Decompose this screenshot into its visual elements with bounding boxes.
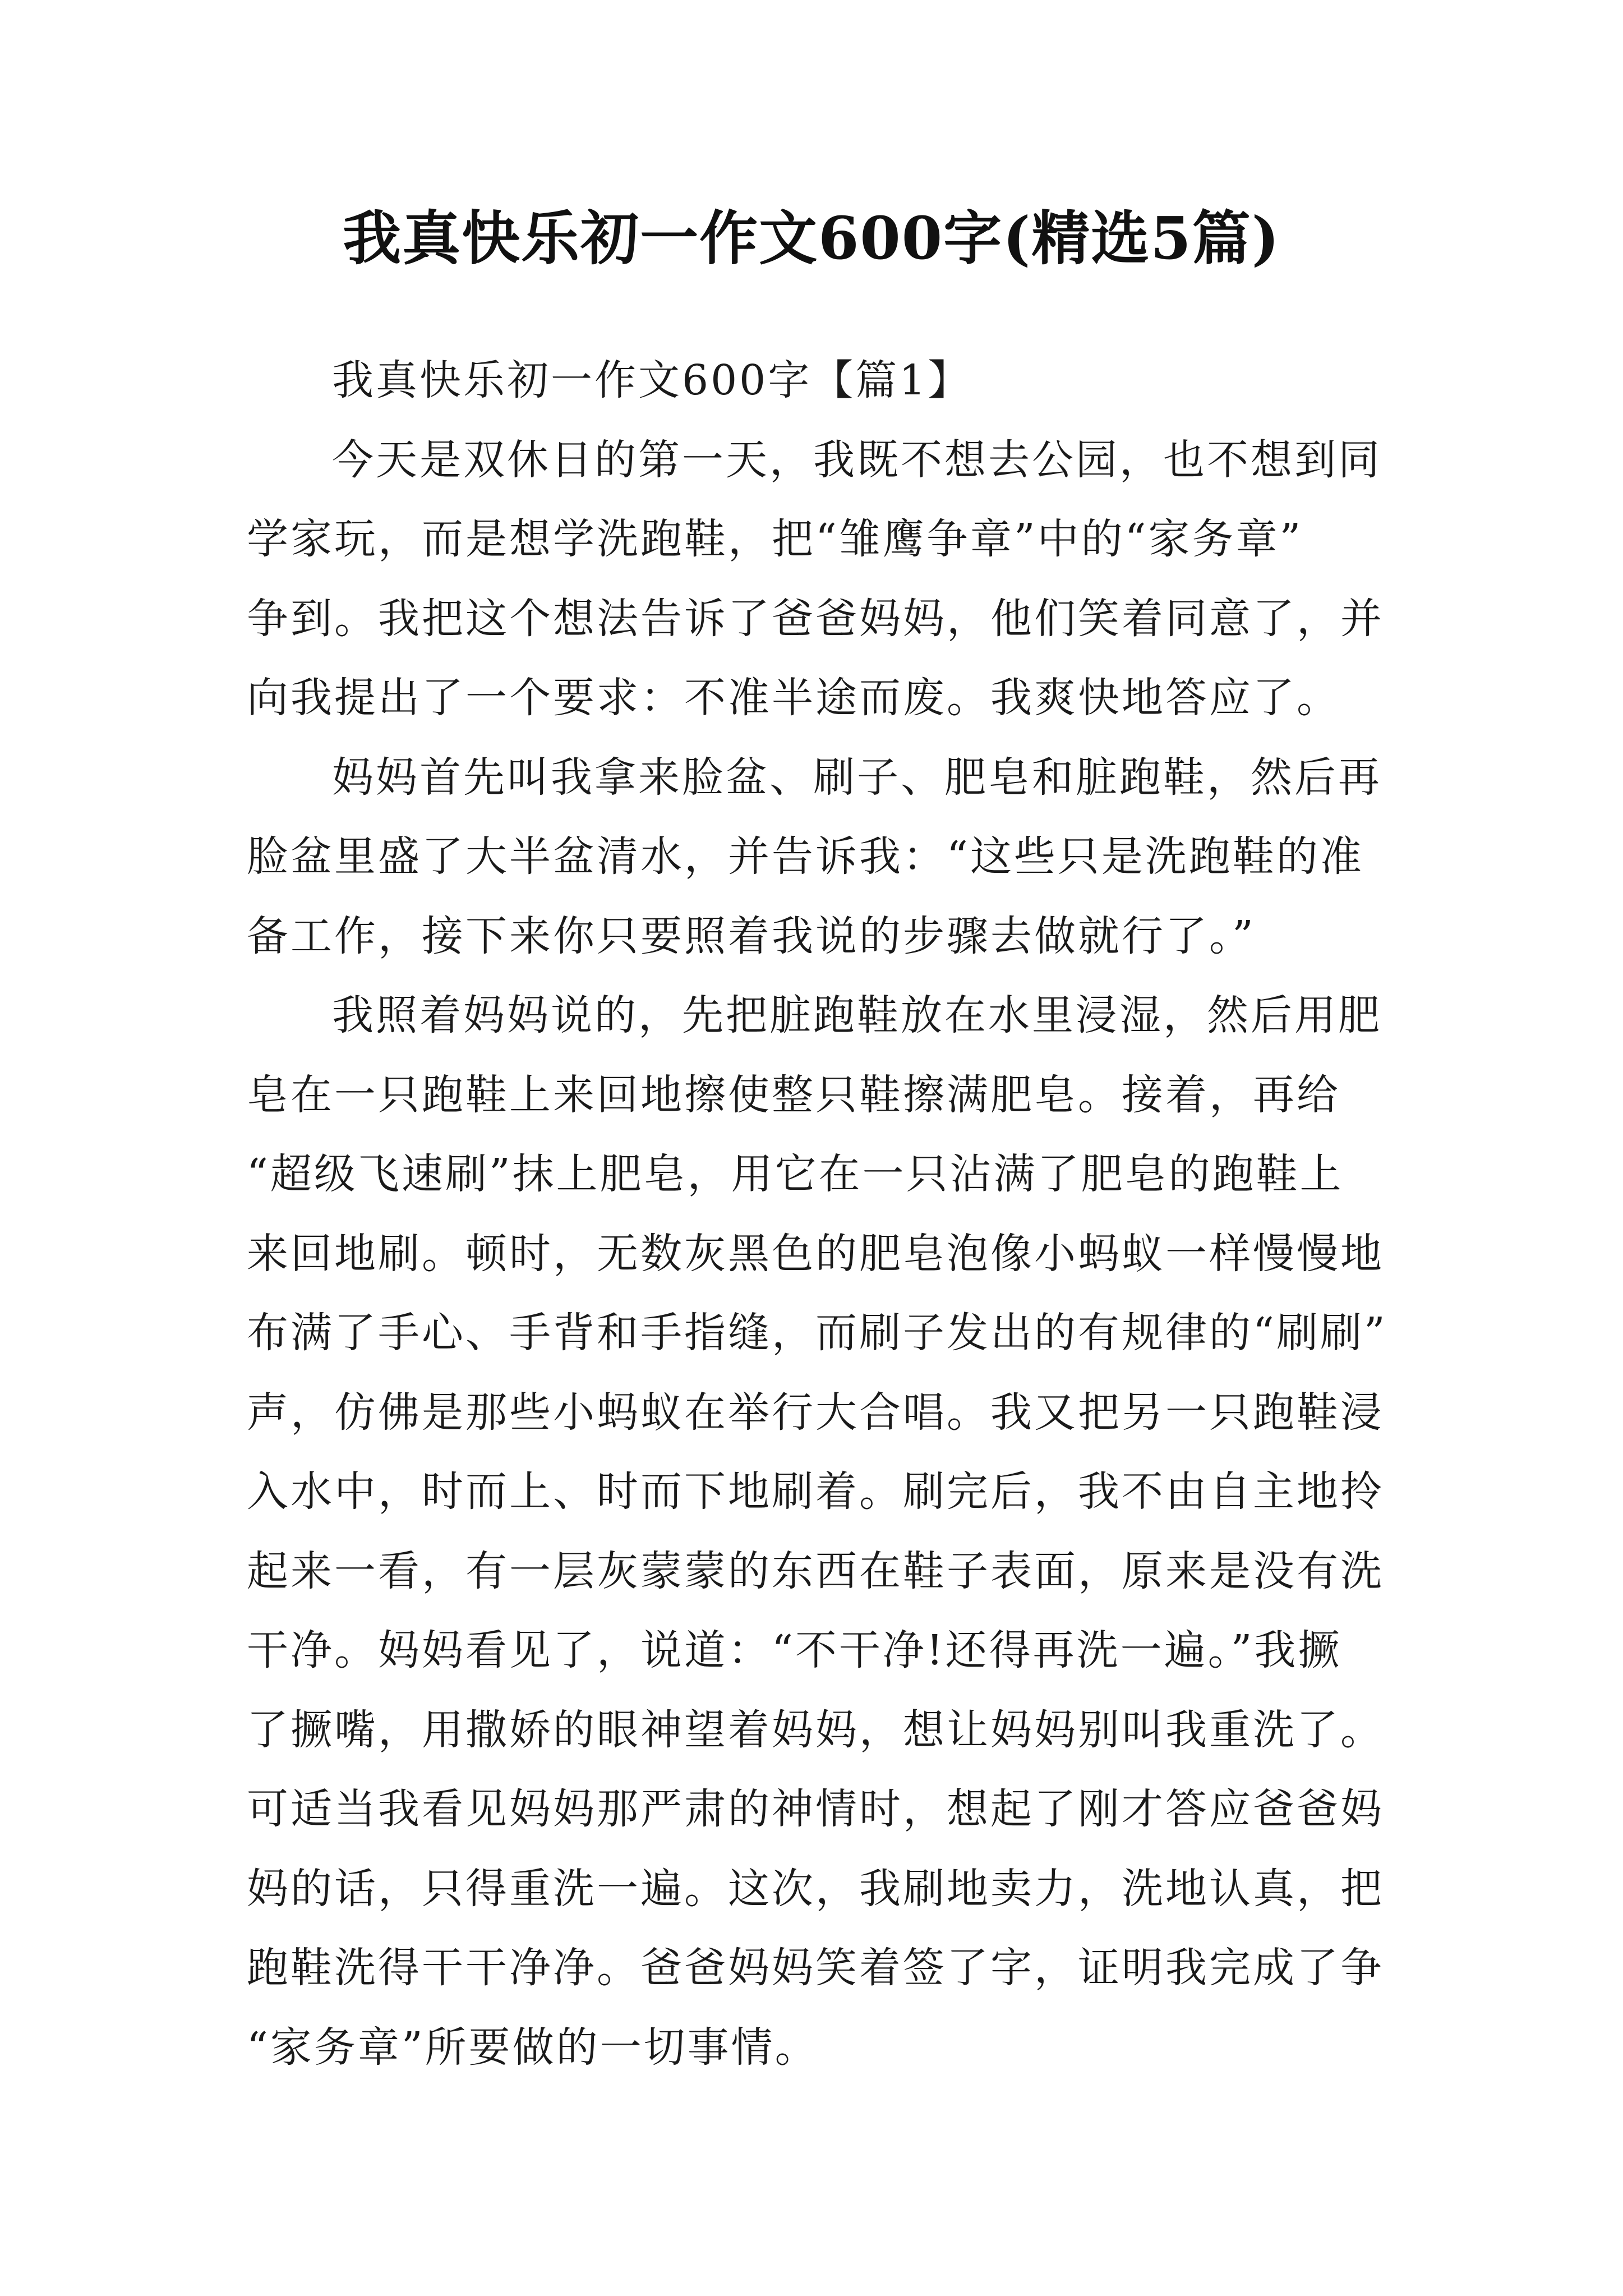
paragraph-line: 备工作，接下来你只要照着我说的步骤去做就行了。” (247, 912, 1256, 960)
paragraph-line: 争到。我把这个想法告诉了爸爸妈妈，他们笑着同意了，并 (247, 594, 1384, 643)
paragraph-line: 皂在一只跑鞋上来回地擦使整只鞋擦满肥皂。接着，再给 (247, 1070, 1340, 1119)
paragraph-line: 干净。妈妈看见了，说道：“不干净!还得再洗一遍。”我撅 (247, 1626, 1342, 1674)
paragraph-line: 我照着妈妈说的，先把脏跑鞋放在水里浸湿，然后用肥 (332, 991, 1382, 1039)
paragraph-line: 妈妈首先叫我拿来脸盆、刷子、肥皂和脏跑鞋，然后再 (332, 753, 1382, 802)
paragraph-line: 布满了手心、手背和手指缝，而刷子发出的有规律的“刷刷” (247, 1309, 1387, 1357)
paragraph-line: 脸盆里盛了大半盆清水，并告诉我：“这些只是洗跑鞋的准 (247, 832, 1364, 881)
paragraph-line: “超级飞速刷”抹上肥皂，用它在一只沾满了肥皂的跑鞋上 (247, 1150, 1344, 1198)
paragraph-line: 妈的话，只得重洗一遍。这次，我刷地卖力，洗地认真，把 (247, 1864, 1384, 1913)
paragraph-line: 了撅嘴，用撒娇的眼神望着妈妈，想让妈妈别叫我重洗了。 (247, 1705, 1384, 1754)
paragraph-line: 起来一看，有一层灰蒙蒙的东西在鞋子表面，原来是没有洗 (247, 1547, 1384, 1595)
paragraph-line: 向我提出了一个要求：不准半途而废。我爽快地答应了。 (247, 674, 1340, 722)
paragraph-line: 学家玩，而是想学洗跑鞋，把“雏鹰争章”中的“家务章” (247, 515, 1303, 563)
paragraph-line: 跑鞋洗得干干净净。爸爸妈妈笑着签了字，证明我完成了争 (247, 1944, 1384, 1992)
document-title: 我真快乐初一作文600字(精选5篇) (343, 204, 1280, 273)
paragraph-line: 入水中，时而上、时而下地刷着。刷完后，我不由自主地拎 (247, 1467, 1384, 1516)
section-heading: 我真快乐初一作文600字【篇1】 (332, 356, 972, 404)
paragraph-line: 声，仿佛是那些小蚂蚁在举行大合唱。我又把另一只跑鞋浸 (247, 1388, 1384, 1437)
paragraph-line: “家务章”所要做的一切事情。 (247, 2023, 819, 2072)
paragraph-line: 来回地刷。顿时，无数灰黑色的肥皂泡像小蚂蚁一样慢慢地 (247, 1229, 1384, 1278)
paragraph-line: 可适当我看见妈妈那严肃的神情时，想起了刚才答应爸爸妈 (247, 1785, 1384, 1833)
document-body (247, 341, 1391, 2087)
paragraph-line: 今天是双休日的第一天，我既不想去公园，也不想到同 (332, 435, 1382, 484)
